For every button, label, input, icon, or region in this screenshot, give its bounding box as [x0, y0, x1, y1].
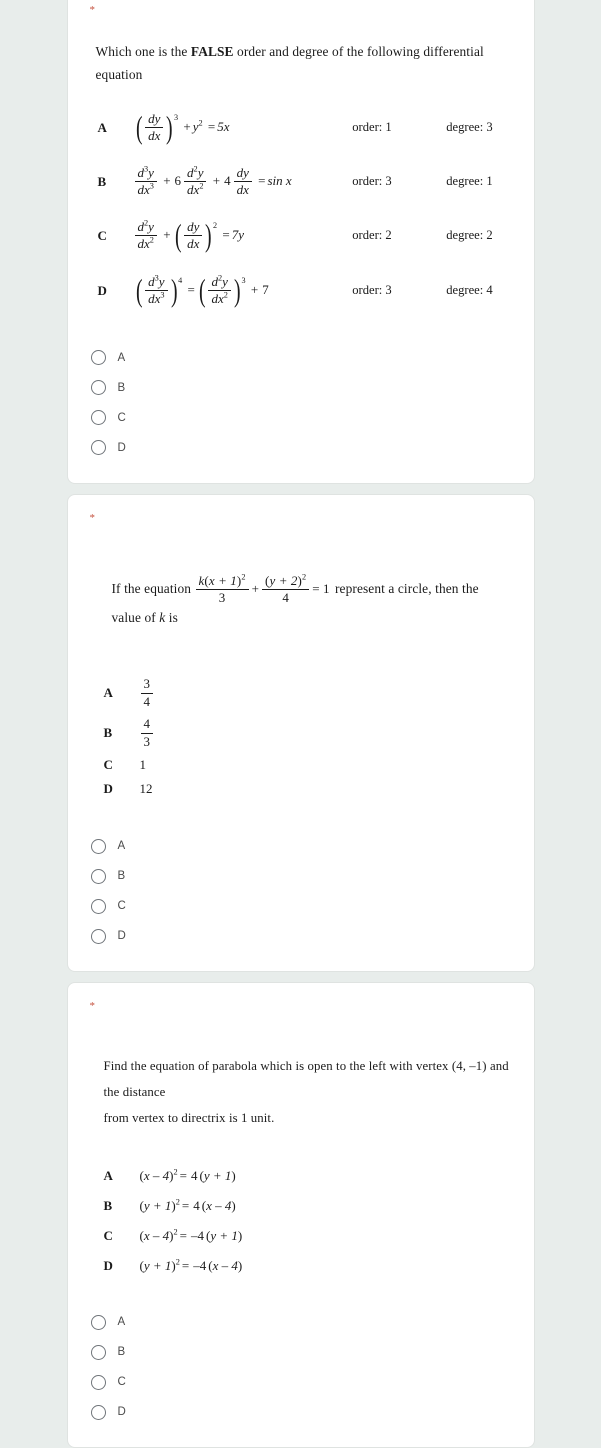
exponent: 2: [173, 1167, 178, 1177]
lhs-expression: y + 1: [143, 1198, 172, 1214]
question-2-choice-list: [91, 831, 512, 951]
prompt-emphasis: FALSE: [190, 44, 234, 59]
option-row-c: [90, 753, 512, 777]
third-derivative-fraction: [135, 166, 157, 198]
radio-button-icon[interactable]: [91, 380, 106, 395]
equals-sign: =: [207, 118, 216, 134]
option-equation-b: [139, 1191, 512, 1221]
rhs-coefficient: –4: [190, 1228, 204, 1244]
exponent: 4: [178, 275, 183, 285]
inner-expression: y + 2: [269, 572, 298, 588]
y-symbol: y: [148, 164, 154, 180]
radio-button-icon[interactable]: [91, 899, 106, 914]
fraction: [141, 717, 154, 749]
question-card-3: [67, 982, 535, 1448]
choice-option-b[interactable]: [91, 1337, 512, 1367]
fraction-denominator: 4: [143, 693, 150, 709]
question-3-content: [90, 1054, 512, 1281]
exponent: 2: [301, 572, 307, 582]
required-marker-1: *: [89, 4, 95, 16]
option-d-order: order: 3: [352, 283, 392, 298]
first-derivative-fraction: [234, 166, 252, 198]
plus-operator: +: [251, 580, 260, 596]
paren-right: ): [231, 1168, 236, 1184]
choice-option-a[interactable]: [91, 831, 512, 861]
lhs-expression: y + 1: [143, 1258, 172, 1274]
option-letter-c: C: [97, 227, 107, 243]
prompt-prefix: Which one is the: [95, 44, 191, 59]
term-variable: y: [192, 118, 199, 134]
radio-button-icon[interactable]: [91, 1315, 106, 1330]
paren-left: (: [139, 1258, 144, 1274]
radio-button-icon[interactable]: [91, 1345, 106, 1360]
second-derivative-fraction: [184, 166, 206, 198]
paren-left: (: [139, 1228, 144, 1244]
paren-left: (: [174, 218, 182, 254]
choice-label: D: [117, 441, 127, 454]
paren-right: ): [237, 1228, 243, 1244]
plus-operator: +: [163, 226, 171, 242]
question-1-options: [90, 101, 512, 319]
equals-sign: =: [181, 1198, 190, 1214]
choice-option-b[interactable]: [91, 373, 512, 403]
paren-left: (: [139, 1198, 144, 1214]
prompt-lead: If the equation: [111, 580, 192, 596]
option-row-a: [90, 673, 512, 713]
dx-symbol: dx: [137, 236, 150, 252]
exponent: 3: [241, 275, 246, 285]
lhs-expression: x – 4: [143, 1228, 170, 1244]
option-letter-c: C: [103, 757, 113, 773]
equals-sign: =: [187, 281, 195, 297]
radio-button-icon[interactable]: [91, 1375, 106, 1390]
paren-left: (: [201, 1198, 207, 1214]
option-letter-d: D: [97, 282, 107, 298]
option-row-a: [90, 101, 512, 155]
paren-left: (: [204, 572, 209, 588]
paren-left: (: [265, 572, 270, 588]
question-2-prompt: [112, 574, 512, 630]
order-exponent: 2: [193, 164, 198, 174]
option-letter-c: C: [103, 1228, 113, 1244]
fraction-denominator: [145, 291, 167, 307]
fraction-denominator: [184, 182, 206, 198]
question-3-choice-list: [91, 1307, 512, 1427]
option-row-d: [90, 777, 512, 801]
question-1-choice-list: [91, 343, 512, 463]
fraction: [145, 112, 163, 144]
choice-option-a[interactable]: [91, 1307, 512, 1337]
exponent: 2: [213, 220, 218, 230]
radio-button-icon[interactable]: [91, 350, 106, 365]
rhs-coefficient: 4: [190, 1168, 198, 1184]
fraction-numerator: [184, 166, 206, 183]
denominator-value: 4: [282, 590, 289, 606]
radio-button-icon[interactable]: [91, 410, 106, 425]
option-row-d: [90, 1251, 512, 1281]
second-derivative-fraction: [207, 275, 231, 307]
radio-button-icon[interactable]: [91, 440, 106, 455]
plus-operator: +: [212, 172, 221, 188]
choice-label: C: [117, 900, 127, 913]
choice-label: C: [117, 411, 127, 424]
equals-sign: =: [222, 226, 230, 242]
paren-right: ): [236, 572, 242, 588]
paren-right: ): [169, 1228, 174, 1244]
option-equation-a: [139, 1161, 512, 1191]
prompt-suffix: order and degree of the following differential equation: [95, 44, 484, 83]
option-equation-c: [139, 1221, 512, 1251]
k-variable: k: [198, 572, 205, 588]
equals-sign: =: [179, 1228, 187, 1244]
choice-option-d[interactable]: [91, 921, 512, 951]
order-exponent: 3: [160, 291, 165, 301]
choice-label: B: [117, 1346, 126, 1359]
radio-button-icon[interactable]: [91, 869, 106, 884]
rhs-expression: x – 4: [212, 1258, 238, 1274]
exponent: 2: [173, 1227, 178, 1237]
choice-label: C: [117, 1376, 127, 1389]
denominator-value: 3: [218, 590, 226, 606]
right-hand-side: 5x: [217, 118, 230, 134]
option-letter-a: A: [97, 119, 107, 135]
paren-left: (: [199, 1168, 204, 1184]
second-derivative-fraction: [135, 220, 157, 252]
fraction-numerator: [196, 574, 249, 591]
fraction-denominator: [262, 590, 309, 606]
prompt-variable: k: [159, 610, 166, 625]
option-d-degree: degree: 4: [446, 283, 493, 298]
choice-label: A: [117, 351, 126, 364]
fraction-denominator: dx: [148, 128, 161, 144]
choice-option-c[interactable]: [91, 891, 512, 921]
fraction-denominator: [135, 236, 157, 252]
radio-button-icon[interactable]: [91, 929, 106, 944]
equals-sign: =: [181, 1258, 190, 1274]
option-equation-b: [133, 155, 352, 209]
circle-equation: [195, 572, 335, 606]
option-equation-d: [139, 1251, 512, 1281]
equation-group-left: [134, 275, 183, 307]
equals-one: = 1: [312, 580, 330, 596]
y-symbol: y: [148, 218, 154, 234]
paren-right: ): [231, 1198, 236, 1214]
rhs-coefficient: –4: [193, 1258, 207, 1274]
fraction-denominator: [135, 182, 157, 198]
paren-left: (: [205, 1228, 211, 1244]
option-row-c: [90, 209, 512, 263]
paren-left: (: [139, 1168, 144, 1184]
order-exponent: 3: [144, 164, 149, 174]
option-letter-d: D: [103, 1258, 113, 1274]
radio-button-icon[interactable]: [91, 839, 106, 854]
fraction-denominator: 3: [143, 733, 150, 749]
option-value-a: [139, 673, 512, 713]
option-row-b: [90, 713, 512, 753]
addend: 7: [262, 281, 269, 297]
paren-left: (: [135, 110, 143, 146]
question-1-prompt: [96, 40, 512, 87]
rhs-coefficient: 4: [193, 1198, 200, 1214]
plus-operator: +: [163, 172, 171, 188]
paren-right: ): [171, 1198, 176, 1214]
question-card-1: [67, 0, 535, 484]
y-symbol: y: [197, 164, 204, 180]
choice-option-b[interactable]: [91, 861, 512, 891]
option-row-a: [90, 1161, 512, 1191]
d-symbol: d: [211, 273, 218, 289]
y-symbol: y: [222, 273, 228, 289]
right-hand-side: sin x: [267, 172, 292, 188]
option-value-c: 1: [139, 757, 146, 773]
option-c-degree: degree: 2: [446, 228, 493, 243]
equals-sign: =: [258, 172, 266, 188]
option-a-order: order: 1: [352, 120, 392, 135]
fraction: [184, 220, 202, 252]
option-row-b: [90, 1191, 512, 1221]
option-row-c: [90, 1221, 512, 1251]
rhs-expression: y + 1: [210, 1228, 238, 1244]
fraction-numerator: dy: [145, 112, 163, 129]
equals-sign: =: [179, 1168, 187, 1184]
paren-right: ): [233, 273, 241, 309]
paren-right: ): [166, 110, 173, 146]
dx-symbol: dx: [137, 182, 150, 198]
fraction-denominator: [208, 291, 230, 307]
paren-right: ): [205, 218, 213, 254]
option-b-order: order: 3: [352, 174, 392, 189]
option-letter-d: D: [103, 781, 113, 797]
option-value-b: [139, 713, 512, 753]
fraction-numerator: [208, 275, 230, 292]
exponent: 2: [175, 1197, 180, 1207]
question-3-options: [90, 1161, 512, 1281]
choice-label: A: [117, 1316, 126, 1329]
order-exponent: 2: [144, 218, 149, 228]
y-symbol: y: [158, 273, 165, 289]
paren-right: ): [169, 1168, 174, 1184]
paren-left: (: [135, 273, 143, 309]
radio-button-icon[interactable]: [91, 1405, 106, 1420]
prompt-line2: from vertex to directrix is 1 unit.: [103, 1110, 275, 1125]
paren-right: ): [170, 273, 178, 309]
rhs-expression: y + 1: [203, 1168, 232, 1184]
equation-group: [173, 220, 218, 252]
fraction-numerator: 4: [141, 717, 154, 734]
option-letter-b: B: [103, 725, 113, 741]
equation-group: [134, 112, 179, 144]
equation-group-right: [197, 275, 246, 307]
paren-right: ): [237, 1258, 243, 1274]
prompt-end: is: [168, 610, 178, 625]
order-exponent: 2: [149, 236, 154, 246]
prompt-line1-b: and the distance: [103, 1059, 509, 1100]
order-exponent: 3: [154, 273, 159, 283]
inner-expression: x + 1: [208, 572, 237, 588]
derivative-fraction: [183, 220, 203, 252]
question-2-content: [90, 574, 512, 802]
dx-symbol: dx: [187, 182, 200, 198]
option-equation-d: [133, 263, 352, 319]
d-symbol: d: [187, 164, 194, 180]
option-value-d: 12: [139, 781, 153, 797]
choice-option-c[interactable]: [91, 1367, 512, 1397]
fraction-numerator: [262, 574, 309, 591]
order-exponent: 2: [199, 182, 204, 192]
fraction-numerator: [135, 166, 157, 183]
option-letter-a: A: [103, 1168, 113, 1184]
exponent: 2: [241, 572, 246, 582]
option-equation-c: [133, 209, 352, 263]
fraction-denominator: dx: [236, 182, 249, 198]
fraction-numerator: 3: [141, 677, 154, 694]
fraction-numerator: dy: [184, 220, 202, 237]
fraction: [208, 275, 230, 307]
exponent: 2: [175, 1257, 180, 1267]
fraction-denominator: [196, 590, 249, 606]
fraction: [141, 677, 154, 709]
paren-left: (: [198, 273, 206, 309]
prompt-tail: represent a circle, then the value of: [111, 580, 479, 625]
option-letter-a: A: [103, 685, 113, 701]
left-fraction: [196, 574, 249, 606]
choice-option-c[interactable]: [91, 403, 512, 433]
rhs-expression: x – 4: [206, 1198, 232, 1214]
question-3-prompt: [104, 1054, 512, 1131]
prompt-vertex: (4, –1): [451, 1059, 487, 1074]
fraction-numerator: [135, 220, 157, 237]
option-letter-b: B: [97, 173, 107, 189]
d-symbol: d: [148, 273, 155, 289]
option-c-order: order: 2: [352, 228, 392, 243]
paren-right: ): [297, 572, 302, 588]
choice-label: D: [117, 1406, 127, 1419]
term-exponent: 2: [198, 118, 203, 128]
fraction-numerator: [145, 275, 167, 292]
d-symbol: d: [137, 164, 144, 180]
choice-option-d[interactable]: [91, 433, 512, 463]
right-fraction: [262, 574, 309, 606]
lhs-expression: x – 4: [143, 1168, 170, 1184]
option-row-b: [90, 155, 512, 209]
option-equation-a: [133, 101, 352, 155]
order-exponent: 2: [223, 291, 228, 301]
choice-label: D: [117, 930, 127, 943]
option-row-d: [90, 263, 512, 319]
option-a-degree: degree: 3: [446, 120, 493, 135]
coefficient-4: 4: [224, 172, 231, 188]
option-letter-b: B: [103, 1198, 113, 1214]
order-exponent: 3: [149, 182, 154, 192]
coefficient-6: 6: [174, 172, 182, 188]
derivative-fraction: [144, 112, 164, 144]
option-b-degree: degree: 1: [446, 174, 493, 189]
required-marker-2: *: [89, 511, 95, 524]
paren-left: (: [208, 1258, 213, 1274]
prompt-line1-a: Find the equation of parabola which is open to the left with vertex: [103, 1059, 449, 1074]
question-2-options: [90, 673, 512, 801]
plus-operator: +: [250, 281, 259, 297]
third-derivative-fraction: [144, 275, 168, 307]
question-card-2: [67, 494, 535, 973]
dx-symbol: dx: [148, 291, 161, 307]
plus-operator: +: [183, 118, 191, 134]
dx-symbol: dx: [211, 291, 224, 307]
fraction: [145, 275, 167, 307]
fraction-denominator: dx: [187, 236, 200, 252]
choice-label: A: [117, 840, 126, 853]
fraction-numerator: dy: [234, 166, 252, 183]
exponent: 3: [174, 112, 179, 122]
required-marker-3: *: [89, 1000, 95, 1013]
choice-option-a[interactable]: [91, 343, 512, 373]
choice-label: B: [117, 870, 126, 883]
right-hand-side: 7y: [231, 226, 244, 242]
choice-option-d[interactable]: [91, 1397, 512, 1427]
choice-label: B: [117, 381, 126, 394]
paren-right: ): [171, 1258, 176, 1274]
d-symbol: d: [137, 218, 144, 234]
question-1-content: [90, 40, 512, 319]
order-exponent: 2: [217, 273, 223, 283]
